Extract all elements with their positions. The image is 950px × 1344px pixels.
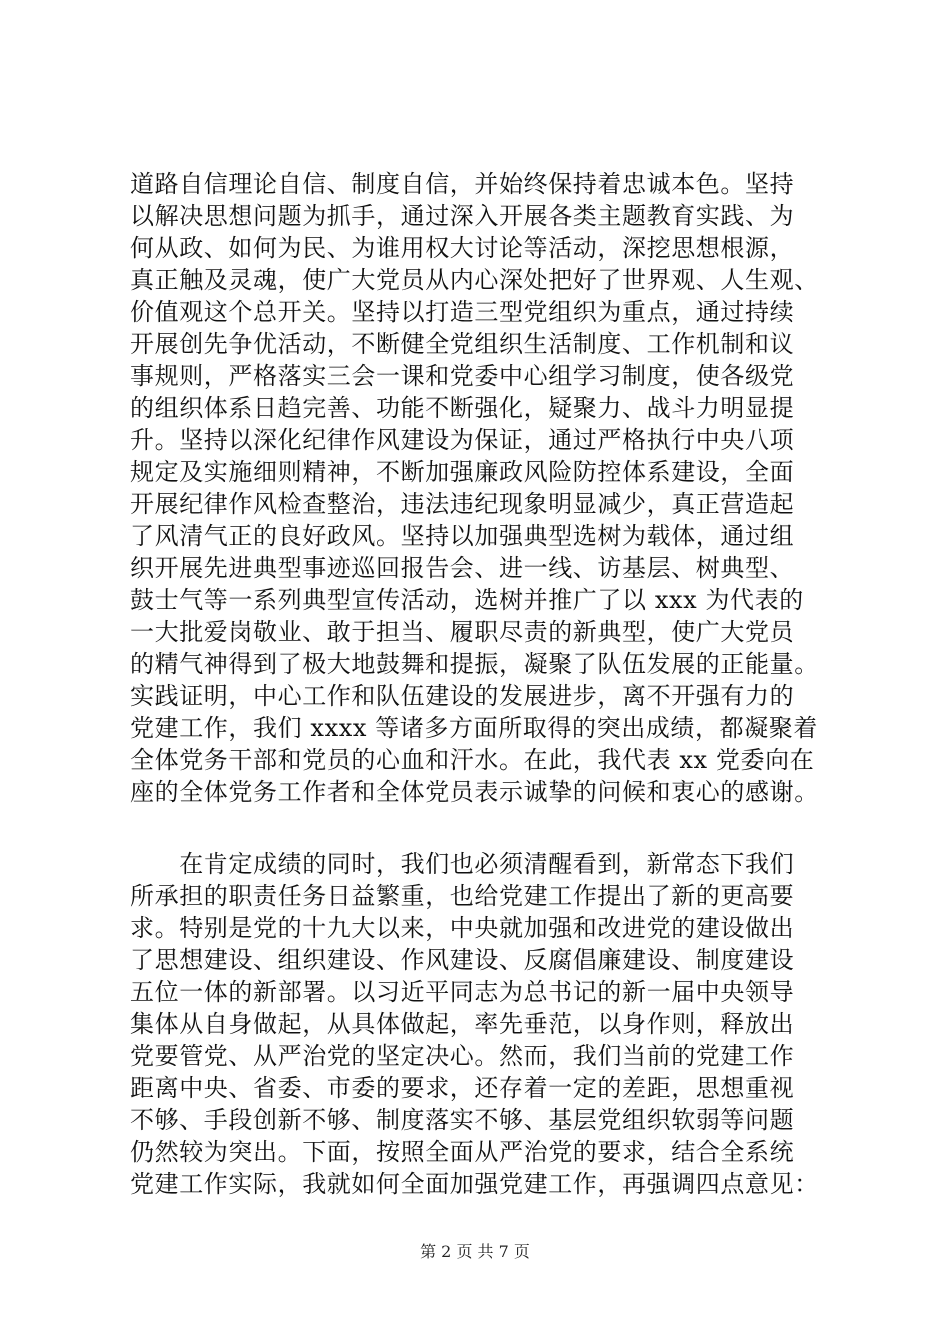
text-line: 事规则，严格落实三会一课和党委中心组学习制度，使各级党 xyxy=(130,362,795,390)
text-line: 实践证明，中心工作和队伍建设的发展进步，离不开强有力的 xyxy=(130,682,795,710)
text-line: 何从政、如何为民、为谁用权大讨论等活动，深挖思想根源， xyxy=(130,234,795,262)
text-line: 了风清气正的良好政风。坚持以加强典型选树为载体，通过组 xyxy=(130,522,795,550)
text-line: 开展创先争优活动，不断健全党组织生活制度、工作机制和议 xyxy=(130,330,795,358)
text-line: 鼓士气等一系列典型宣传活动，选树并推广了以 xxx 为代表的 xyxy=(130,586,804,614)
text-line: 全体党务干部和党员的心血和汗水。在此，我代表 xx 党委向在 xyxy=(130,746,815,774)
paragraph-spacer xyxy=(130,808,850,848)
text-line: 座的全体党务工作者和全体党员表示诚挚的问候和衷心的感谢。 xyxy=(130,778,819,806)
text-line: 在肯定成绩的同时，我们也必须清醒看到，新常态下我们 xyxy=(130,850,795,878)
text-line: 一大批爱岗敬业、敢于担当、履职尽责的新典型，使广大党员 xyxy=(130,618,795,646)
text-line: 织开展先进典型事迹巡回报告会、进一线、访基层、树典型、 xyxy=(130,554,795,582)
text-line: 求。特别是党的十九大以来，中央就加强和改进党的建设做出 xyxy=(130,914,795,942)
text-line: 党建工作实际，我就如何全面加强党建工作，再强调四点意见： xyxy=(130,1170,819,1198)
text-line: 了思想建设、组织建设、作风建设、反腐倡廉建设、制度建设 xyxy=(130,946,795,974)
text-line: 道路自信理论自信、制度自信，并始终保持着忠诚本色。坚持 xyxy=(130,170,795,198)
text-line: 规定及实施细则精神，不断加强廉政风险防控体系建设，全面 xyxy=(130,458,795,486)
text-line: 仍然较为突出。下面，按照全面从严治党的要求，结合全系统 xyxy=(130,1138,795,1166)
document-body xyxy=(130,168,850,1200)
text-line: 的精气神得到了极大地鼓舞和提振，凝聚了队伍发展的正能量。 xyxy=(130,650,819,678)
paragraph-achievements xyxy=(130,168,850,808)
paragraph-shortcomings xyxy=(130,848,850,1200)
text-line: 距离中央、省委、市委的要求，还存着一定的差距，思想重视 xyxy=(130,1074,795,1102)
text-line: 价值观这个总开关。坚持以打造三型党组织为重点，通过持续 xyxy=(130,298,795,326)
text-line: 开展纪律作风检查整治，违法违纪现象明显减少，真正营造起 xyxy=(130,490,795,518)
page-number-footer: 第 2 页 共 7 页 xyxy=(420,1242,530,1261)
text-line: 升。坚持以深化纪律作风建设为保证，通过严格执行中央八项 xyxy=(130,426,795,454)
text-line: 党建工作，我们 xxxx 等诸多方面所取得的突出成绩，都凝聚着 xyxy=(130,714,818,742)
text-line: 以解决思想问题为抓手，通过深入开展各类主题教育实践、为 xyxy=(130,202,795,230)
text-line: 的组织体系日趋完善、功能不断强化，疑聚力、战斗力明显提 xyxy=(130,394,795,422)
text-line: 所承担的职责任务日益繁重，也给党建工作提出了新的更高要 xyxy=(130,882,795,910)
text-line: 五位一体的新部署。以习近平同志为总书记的新一届中央领导 xyxy=(130,978,795,1006)
text-line: 不够、手段创新不够、制度落实不够、基层党组织软弱等问题 xyxy=(130,1106,795,1134)
text-line: 集体从自身做起，从具体做起，率先垂范，以身作则，释放出 xyxy=(130,1010,795,1038)
text-line: 真正触及灵魂，使广大党员从内心深处把好了世界观、人生观、 xyxy=(130,266,819,294)
text-line: 党要管党、从严治党的坚定决心。然而，我们当前的党建工作 xyxy=(130,1042,795,1070)
